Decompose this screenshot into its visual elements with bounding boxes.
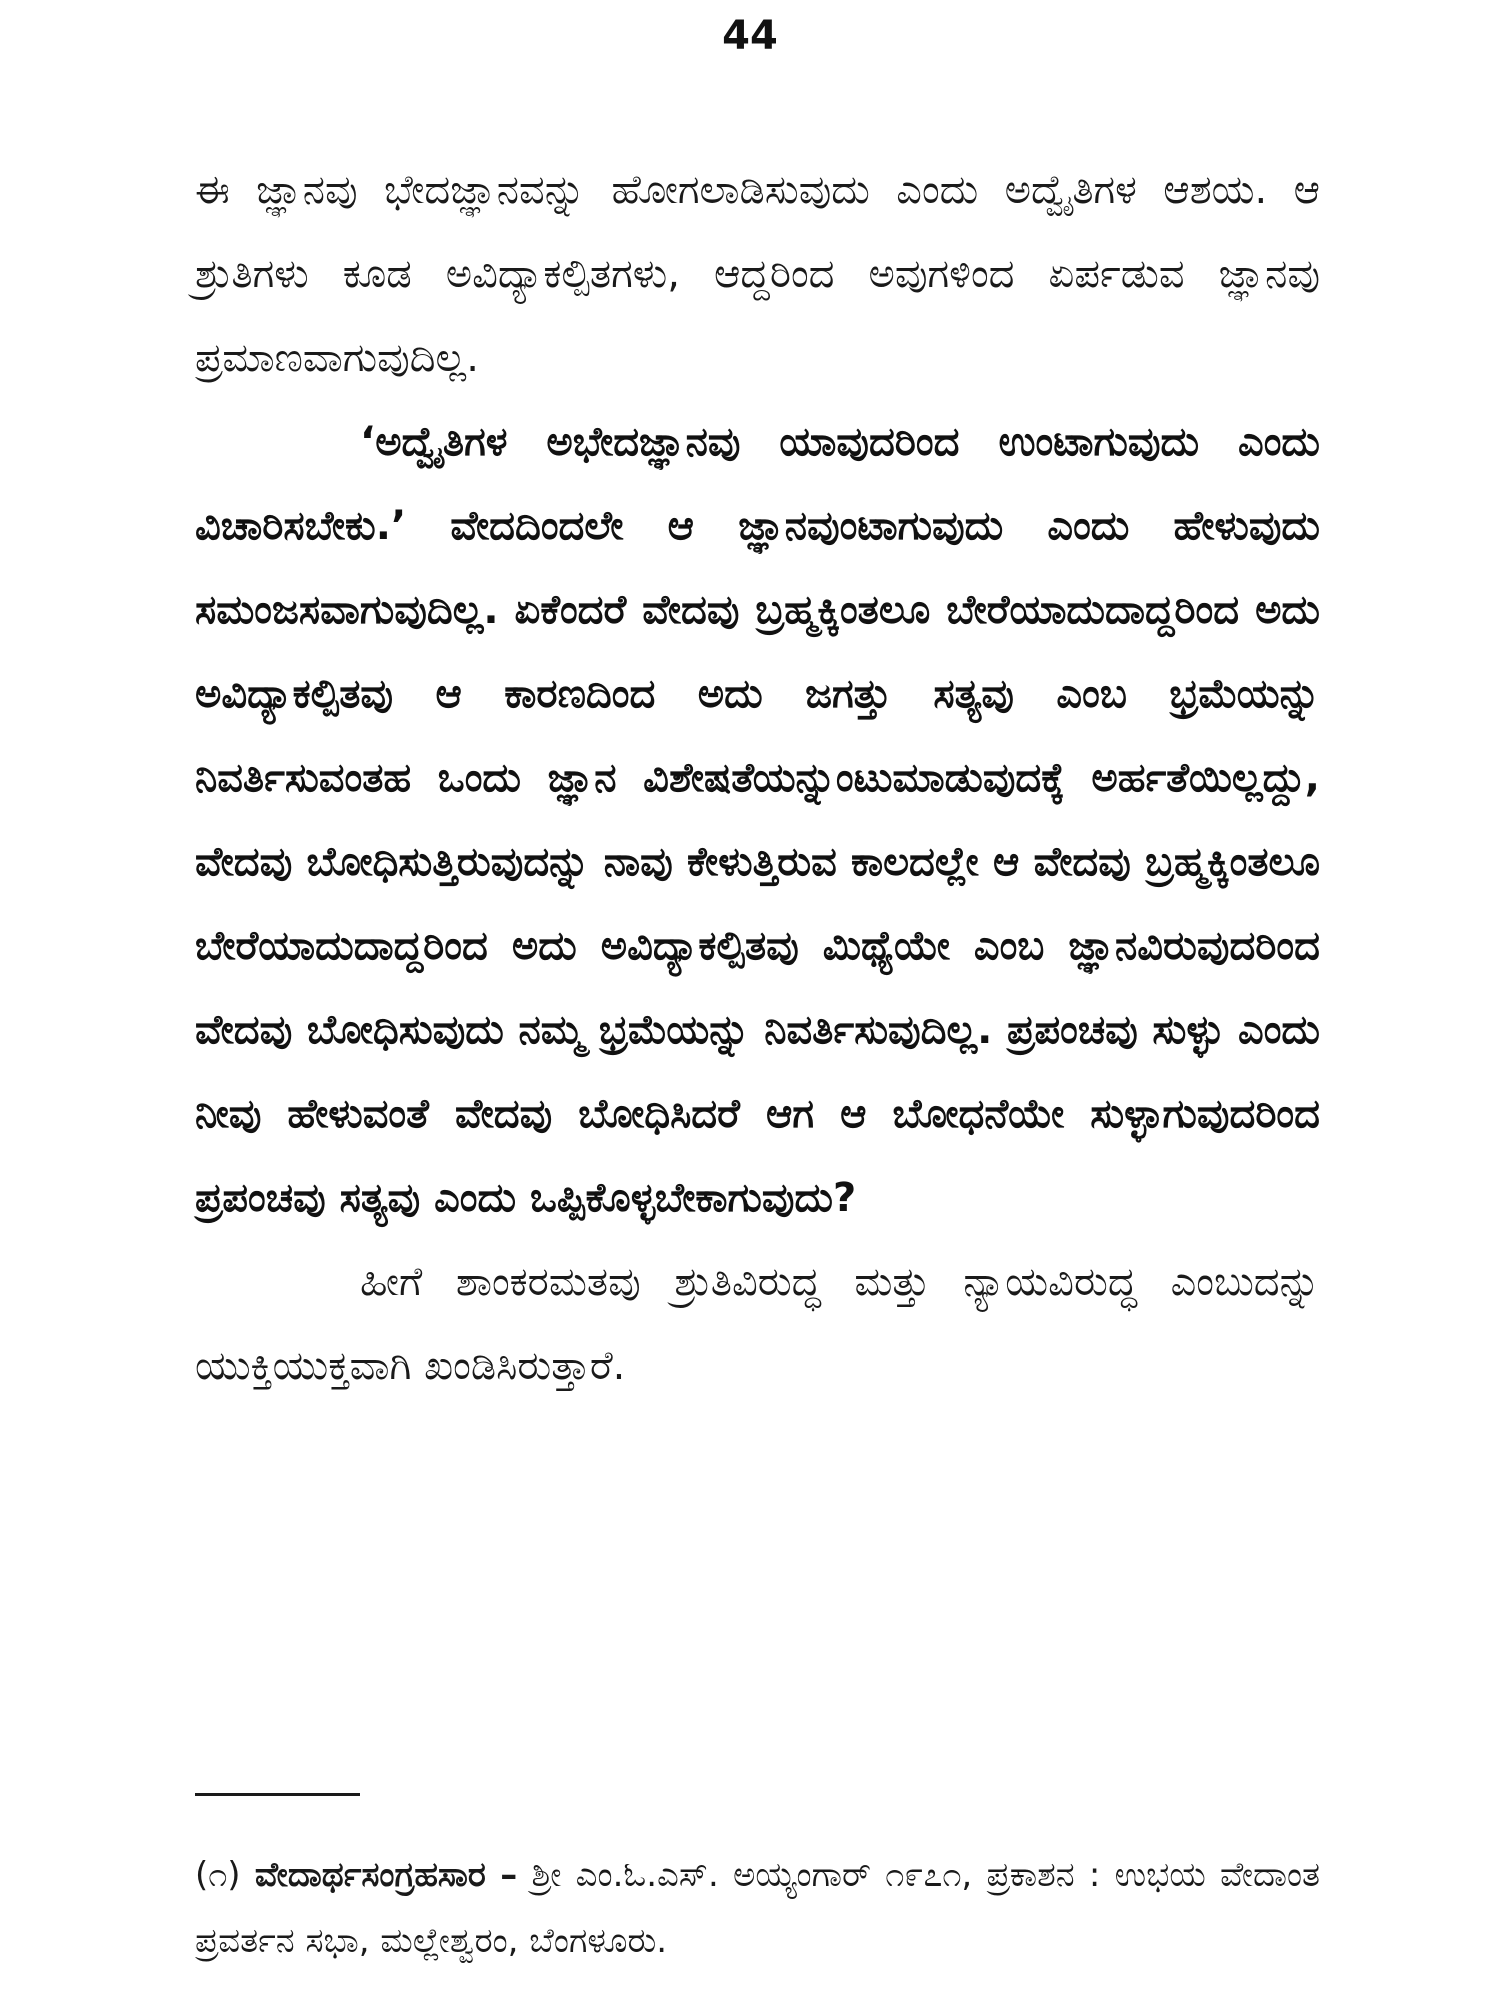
footnote-dash: – — [500, 1855, 518, 1895]
footnote-publisher: ಪ್ರಕಾಶನ : ಉಭಯ ವೇದಾಂತ ಪ್ರವರ್ತನ ಸಭಾ, ಮಲ್ಲೇಶ್ವರಂ, ಬೆಂಗಳೂರು. — [195, 1855, 1321, 1961]
footnote-marker: (೧) — [195, 1855, 241, 1895]
footnote-author: ಶ್ರೀ ಎಂ.ಓ.ಎಸ್. ಅಯ್ಯಂಗಾರ್ ೧೯೭೧, — [531, 1855, 973, 1895]
body-text — [195, 148, 1320, 1408]
footnote-divider — [195, 1793, 360, 1796]
paragraph-argument: ‘ಅದ್ವೈತಿಗಳ ಅಭೇದಜ್ಞಾನವು ಯಾವುದರಿಂದ ಉಂಟಾಗುವುದು ಎಂದು ವಿಚಾರಿಸಬೇಕು.’ ವೇದದಿಂದಲೇ ಆ ಜ್ಞಾನವುಂಟಾಗುವುದು ಎಂದು ಹೇಳುವುದು ಸಮಂಜಸವಾಗುವುದಿಲ್ಲ. ಏಕೆಂದರೆ ವೇದವು ಬ್ರಹ್ಮಕ್ಕಿಂತಲೂ ಬೇರೆಯಾದುದಾದ್ದರಿಂದ ಅದು ಅವಿದ್ಯಾಕಲ್ಪಿತವು ಆ ಕಾರಣದಿಂದ ಅದು ಜಗತ್ತು ಸತ್ಯವು ಎಂಬ ಭ್ರಮೆಯನ್ನು ನಿವರ್ತಿಸುವಂತಹ ಒಂದು ಜ್ಞಾನ ವಿಶೇಷತೆಯನ್ನುಂಟುಮಾಡುವುದಕ್ಕೆ ಅರ್ಹತೆಯಿಲ್ಲದ್ದು, ವೇದವು ಬೋಧಿಸುತ್ತಿರುವುದನ್ನು ನಾವು ಕೇಳುತ್ತಿರುವ ಕಾಲದಲ್ಲೇ ಆ ವೇದವು ಬ್ರಹ್ಮಕ್ಕಿಂತಲೂ ಬೇರೆಯಾದುದಾದ್ದರಿಂದ ಅದು ಅವಿದ್ಯಾಕಲ್ಪಿತವು ಮಿಥ್ಯೆಯೇ ಎಂಬ ಜ್ಞಾನವಿರುವುದರಿಂದ ವೇದವು ಬೋಧಿಸುವುದು ನಮ್ಮ ಭ್ರಮೆಯನ್ನು ನಿವರ್ತಿಸುವುದಿಲ್ಲ. ಪ್ರಪಂಚವು ಸುಳ್ಳು ಎಂದು ನೀವು ಹೇಳುವಂತೆ ವೇದವು ಬೋಧಿಸಿದರೆ ಆಗ ಆ ಬೋಧನೆಯೇ ಸುಳ್ಳಾಗುವುದರಿಂದ ಪ್ರಪಂಚವು ಸತ್ಯವು ಎಂದು ಒಪ್ಪಿಕೊಳ್ಳಬೇಕಾಗುವುದು? — [195, 419, 1320, 1221]
page-number: 44 — [722, 13, 778, 59]
paragraph-intro: ಈ ಜ್ಞಾನವು ಭೇದಜ್ಞಾನವನ್ನು ಹೋಗಲಾಡಿಸುವುದು ಎಂದು ಅದ್ವೈತಿಗಳ ಆಶಯ. ಆ ಶ್ರುತಿಗಳು ಕೂಡ ಅವಿದ್ಯಾಕಲ್ಪಿತಗಳು, ಆದ್ದರಿಂದ ಅವುಗಳಿಂದ ಏರ್ಪಡುವ ಜ್ಞಾನವು ಪ್ರಮಾಣವಾಗುವುದಿಲ್ಲ. — [195, 167, 1320, 381]
footnote — [195, 1842, 1320, 1974]
paragraph-conclusion: ಹೀಗೆ ಶಾಂಕರಮತವು ಶ್ರುತಿವಿರುದ್ಧ ಮತ್ತು ನ್ಯಾಯವಿರುದ್ಧ ಎಂಬುದನ್ನು ಯುಕ್ತಿಯುಕ್ತವಾಗಿ ಖಂಡಿಸಿರುತ್ತಾರೆ. — [195, 1259, 1320, 1389]
footnote-title: ವೇದಾರ್ಥಸಂಗ್ರಹಸಾರ — [254, 1855, 486, 1895]
